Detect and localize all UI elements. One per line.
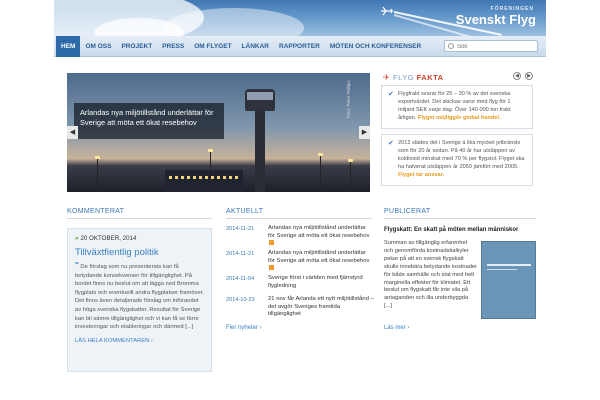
street-lamp bbox=[210, 151, 211, 192]
aktuellt-heading: AKTUELLT bbox=[226, 208, 264, 215]
news-date: 2014-11-04 bbox=[226, 276, 255, 282]
cover-subtitle-line bbox=[487, 269, 517, 270]
quote-icon: » bbox=[75, 235, 79, 242]
search-icon[interactable] bbox=[448, 43, 454, 49]
news-list bbox=[226, 225, 374, 324]
kommentar-card bbox=[67, 228, 212, 372]
news-item[interactable] bbox=[226, 225, 374, 250]
publication-cover-image[interactable] bbox=[481, 241, 536, 319]
main-nav bbox=[54, 36, 546, 57]
kommentar-title[interactable]: Tillväxtfientlig politik bbox=[75, 247, 159, 258]
nav-item-press[interactable]: PRESS bbox=[162, 43, 185, 50]
site-logo[interactable]: Svenskt Flyg bbox=[455, 12, 536, 27]
airplane-icon bbox=[380, 6, 394, 16]
kommenterat-heading: KOMMENTERAT bbox=[67, 208, 125, 215]
street-lamp bbox=[97, 158, 98, 192]
kommentar-body-wrap bbox=[75, 262, 204, 332]
section-divider bbox=[67, 218, 212, 219]
section-divider bbox=[384, 218, 536, 219]
publication-title[interactable]: Flygskatt: En skatt på möten mellan människor bbox=[384, 227, 519, 233]
news-item[interactable] bbox=[226, 296, 374, 324]
cover-title-line bbox=[487, 264, 531, 266]
fakta-card bbox=[381, 134, 533, 186]
publication-more-link[interactable]: Läs mer › bbox=[384, 325, 410, 331]
rss-icon[interactable] bbox=[269, 265, 274, 270]
news-title[interactable]: Arlandas nya miljötillstånd underlättar för Sverige att möta ett ökat resebehov bbox=[268, 225, 370, 239]
news-title[interactable]: Arlandas nya miljötillstånd underlättar för Sverige att möta ett ökat resebehov bbox=[268, 250, 370, 264]
org-label: FÖRENINGEN bbox=[490, 6, 534, 12]
news-item[interactable] bbox=[226, 275, 374, 296]
nav-item-hem[interactable]: HEM bbox=[56, 36, 80, 57]
nav-item-om-oss[interactable]: OM OSS bbox=[85, 43, 112, 50]
section-divider bbox=[226, 218, 372, 219]
kommentar-date-row bbox=[75, 235, 204, 242]
read-more-link[interactable]: LÄS HELA KOMMENTAREN › bbox=[75, 337, 153, 344]
street-lamp bbox=[350, 161, 351, 192]
fakta-next-button[interactable]: ▶ bbox=[525, 72, 533, 80]
fakta-text: Flygfrakt svarar för 25 – 30 % av det svenska exportvärdet. Det skickas varor med flyg för 1 miljard SEK varje dag. Över 140 000 ton frakt årligen. bbox=[398, 91, 511, 121]
fakta-link[interactable]: Flyget tar ansvar. bbox=[398, 172, 445, 178]
hero-caption[interactable] bbox=[74, 103, 224, 139]
nav-item-projekt[interactable]: PROJEKT bbox=[121, 43, 153, 50]
terminal-building bbox=[165, 170, 243, 192]
kommentar-body: De förslag som nu presenterats kan få betydande konsekvenser för tillgänglighet. På bordet finns nu beslut om att lägga ned Bromma flygplats och eventuellt andra flygplatser framöver. Det finns även detaljerade förslag om införandet av höga svenska flygskatter. Resultat för Sverige kan bli sämre tillgänglighet och vi kan få se färre investeringar och etableringar och därmed [...] bbox=[75, 264, 204, 331]
checkmark-icon: ✔ bbox=[388, 140, 394, 147]
news-item[interactable] bbox=[226, 250, 374, 275]
photo-credit: Foto: Peter Phillips bbox=[346, 80, 351, 118]
control-tower-cab bbox=[247, 92, 273, 100]
quote-icon: " bbox=[75, 261, 79, 270]
nav-item-moten[interactable]: MÖTEN OCH KONFERENSER bbox=[329, 43, 422, 50]
hero-caption-text: Arlandas nya miljötillstånd underlättar för Sverige att möta ett ökat resebehov bbox=[80, 108, 214, 127]
nav-item-rapporter[interactable]: RAPPORTER bbox=[279, 43, 320, 50]
nav-item-lankar[interactable]: LÄNKAR bbox=[241, 43, 269, 50]
hero-next-button[interactable]: ▶ bbox=[359, 126, 370, 139]
more-news-link[interactable]: Fler nyheter › bbox=[226, 325, 262, 331]
search-box bbox=[444, 40, 538, 52]
kommentar-date: 20 OKTOBER, 2014 bbox=[80, 235, 137, 242]
news-date: 2014-11-21 bbox=[226, 251, 255, 257]
airplane-icon: ✈ bbox=[383, 73, 390, 82]
site-header bbox=[54, 0, 546, 36]
rss-icon[interactable] bbox=[269, 240, 274, 245]
news-title[interactable]: 21 nov får Arlanda ett nytt miljötillstånd – det avgör Sveriges framtida tillgänglighet bbox=[268, 296, 374, 318]
search-input[interactable] bbox=[457, 42, 535, 51]
nav-item-om-flyget[interactable]: OM FLYGET bbox=[194, 43, 232, 50]
news-date: 2014-11-21 bbox=[226, 226, 255, 232]
publication-body: Summan av tillgänglig erfarenhet och genomförda kostnadskalkyler pekar på att en svensk flygskatt skulle innebära betydande kostnader för både samhälle och stat med helt marginella effekter för klimatet. Ett beslut om flygskatt får inte vila på antaganden och illa underbyggda [...] bbox=[384, 240, 477, 310]
street-lamp bbox=[320, 155, 321, 192]
checkmark-icon: ✔ bbox=[388, 91, 394, 98]
control-tower bbox=[255, 107, 265, 192]
flygfakta-title: FLYG FAKTA bbox=[393, 73, 444, 82]
fakta-card bbox=[381, 85, 533, 129]
news-date: 2014-10-23 bbox=[226, 297, 255, 303]
fakta-link[interactable]: Flyget möjliggör global handel. bbox=[417, 115, 501, 121]
fakta-text: 2012 slädes det i Sverige ä lika mycket jetbränsle som för 20 år sedan. På 40 år har utsläppen av koldioxid minskat med 70 % per flygstol. Flyget ska ha halverat utsläppen år 2050 jämfört med 2005. bbox=[398, 140, 525, 170]
hero-prev-button[interactable]: ◀ bbox=[67, 126, 78, 139]
fakta-prev-button[interactable]: ◀ bbox=[513, 72, 521, 80]
publicerat-heading: PUBLICERAT bbox=[384, 208, 431, 215]
news-title[interactable]: Sverige först i världen med fjärrstyrd flygledning bbox=[268, 275, 363, 289]
